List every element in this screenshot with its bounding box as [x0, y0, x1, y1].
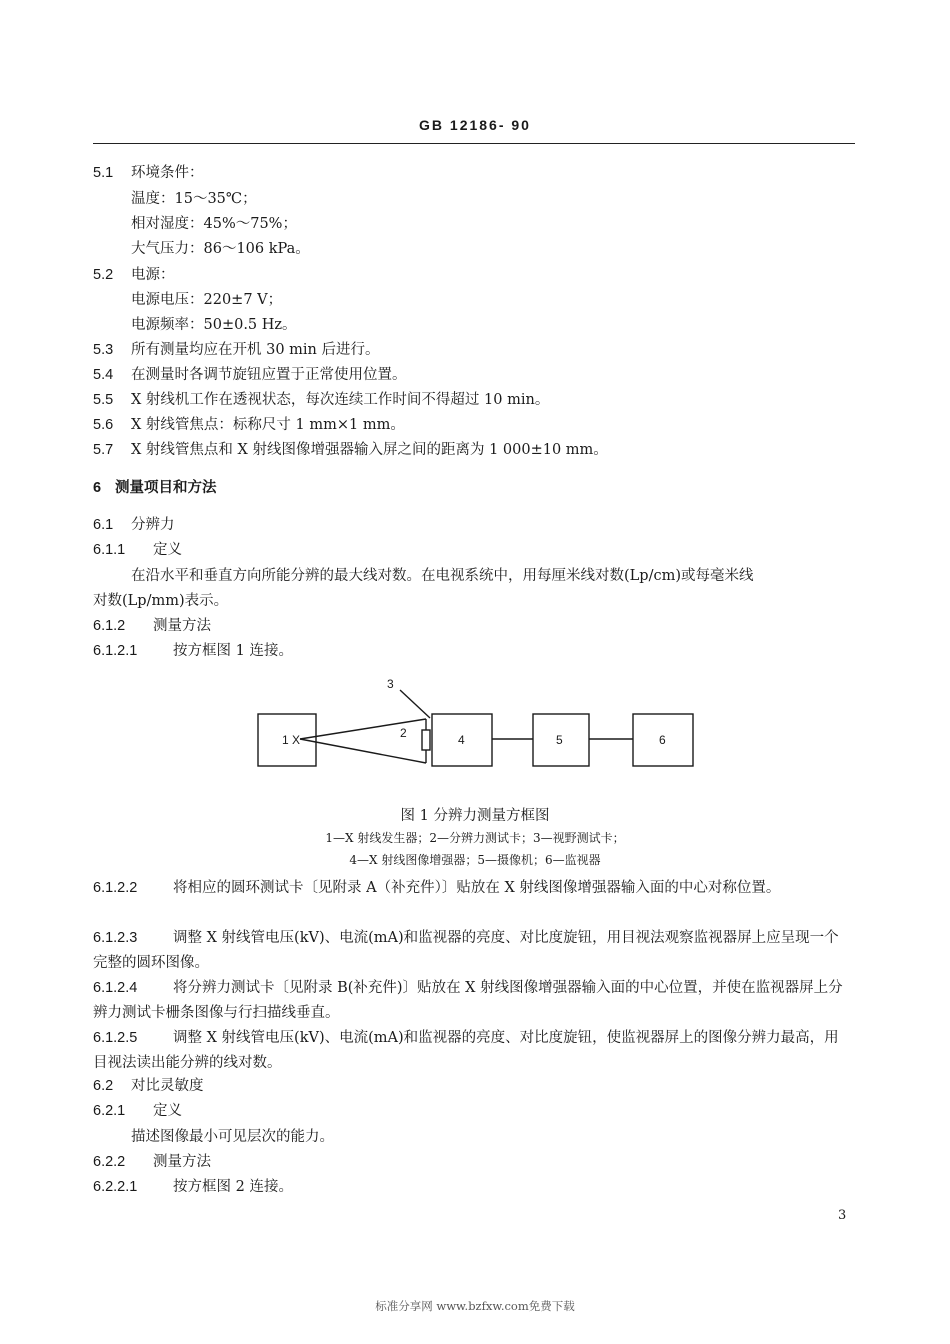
label-6: 6 [659, 733, 666, 747]
document-header: GB 12186- 90 [419, 117, 531, 133]
clause-number: 6.1.2.3 [93, 930, 138, 946]
clause-6-2 [93, 1076, 204, 1096]
figure-legend-line1: 1—X 射线发生器；2—分辨力测试卡；3—视野测试卡； [325, 831, 625, 845]
clause-number: 5.1 [93, 165, 114, 181]
clause-text: 定义 [153, 1103, 182, 1119]
clause-6-1-2-4 [93, 976, 851, 1026]
label-4: 4 [458, 733, 465, 747]
figure-1-block-diagram [240, 678, 720, 788]
clause-number: 6.1.2.5 [93, 1030, 138, 1046]
clause-6-1 [93, 515, 175, 535]
clause-text: 电源： [131, 267, 175, 283]
clause-number: 6.1.2 [93, 618, 126, 634]
clause-number: 6.2 [93, 1078, 114, 1094]
clause-text: 将相应的圆环测试卡〔见附录 A（补充件）〕贴放在 X 射线图像增强器输入面的中心对称位置。 [173, 880, 781, 896]
clause-6-2-1 [93, 1101, 182, 1121]
clause-5-2 [93, 265, 175, 285]
footer-watermark[interactable]: 标准分享网 www.bzfxw.com免费下载 [375, 1299, 575, 1313]
beam-upper-line [300, 719, 426, 739]
clause-number: 5.6 [93, 417, 114, 433]
clause-text: 定义 [153, 542, 182, 558]
clause-number: 5.2 [93, 267, 114, 283]
clause-text: 测量方法 [153, 618, 211, 634]
clause-number: 6.2.2 [93, 1154, 126, 1170]
clause-6-1-1-text-line1: 在沿水平和垂直方向所能分辨的最大线对数。在电视系统中，用每厘米线对数(Lp/cm)或每毫米线 [131, 568, 754, 584]
clause-number: 6.1.2.4 [93, 980, 138, 996]
clause-6-2-2-1 [93, 1177, 293, 1197]
section-title: 测量项目和方法 [115, 479, 217, 496]
clause-text: 分辨力 [131, 517, 175, 533]
clause-number: 6.1 [93, 517, 114, 533]
resolution-test-card [422, 730, 430, 750]
clause-6-1-1-text-line2: 对数(Lp/mm)表示。 [93, 593, 229, 609]
clause-text: 测量方法 [153, 1154, 211, 1170]
header-rule [93, 143, 855, 144]
clause-5-1-pressure: 大气压力：86～106 kPa。 [131, 241, 310, 257]
clause-text: 在测量时各调节旋钮应置于正常使用位置。 [131, 367, 407, 383]
clause-number: 6.1.1 [93, 542, 126, 558]
clause-5-6 [93, 415, 405, 435]
section-6-heading [93, 478, 217, 498]
clause-text: X 射线机工作在透视状态，每次连续工作时间不得超过 10 min。 [131, 392, 550, 408]
clause-5-1-temperature: 温度：15～35℃； [131, 191, 257, 207]
beam-lower-line [300, 739, 426, 763]
clause-text: 所有测量均应在开机 30 min 后进行。 [131, 342, 380, 358]
clause-5-1-humidity: 相对湿度：45%～75%； [131, 216, 297, 232]
clause-text: 将分辨力测试卡〔见附录 B(补充件)〕贴放在 X 射线图像增强器输入面的中心位置，并使在监视器屏上分辨力测试卡栅条图像与行扫描线垂直。 [93, 980, 843, 1021]
clause-text: 对比灵敏度 [131, 1078, 204, 1094]
clause-5-2-voltage: 电源电压：220±7 V； [131, 292, 283, 308]
clause-number: 6.1.2.2 [93, 880, 138, 896]
label-3: 3 [387, 678, 394, 691]
clause-number: 5.4 [93, 367, 114, 383]
clause-6-1-1 [93, 540, 182, 560]
label-5: 5 [556, 733, 563, 747]
clause-5-3 [93, 340, 380, 360]
clause-6-1-2-3 [93, 926, 851, 976]
clause-text: 按方框图 1 连接。 [173, 643, 293, 659]
clause-6-1-2 [93, 616, 211, 636]
clause-5-5 [93, 390, 549, 410]
clause-text: 调整 X 射线管电压(kV)、电流(mA)和监视器的亮度、对比度旋钮，用目视法观察监视器屏上应呈现一个完整的圆环图像。 [93, 930, 839, 971]
clause-6-2-1-text: 描述图像最小可见层次的能力。 [131, 1129, 334, 1145]
clause-text: X 射线管焦点和 X 射线图像增强器输入屏之间的距离为 1 000±10 mm。 [131, 442, 608, 458]
clause-text: X 射线管焦点：标称尺寸 1 mm×1 mm。 [131, 417, 405, 433]
clause-6-2-2 [93, 1152, 211, 1172]
clause-5-7 [93, 440, 608, 460]
label-2: 2 [400, 726, 407, 740]
clause-number: 5.5 [93, 392, 114, 408]
clause-5-4 [93, 365, 407, 385]
section-number: 6 [93, 480, 102, 496]
clause-text: 调整 X 射线管电压(kV)、电流(mA)和监视器的亮度、对比度旋钮，使监视器屏上的图像分辨力最高，用目视法读出能分辨的线对数。 [93, 1030, 839, 1071]
page-number: 3 [838, 1208, 847, 1223]
clause-6-1-2-5 [93, 1026, 851, 1076]
clause-number: 5.7 [93, 442, 114, 458]
clause-6-1-2-2 [93, 876, 851, 901]
clause-number: 6.2.2.1 [93, 1179, 138, 1195]
clause-number: 5.3 [93, 342, 114, 358]
label-1: 1 [282, 733, 289, 747]
clause-text: 环境条件： [131, 165, 204, 181]
leader-line-3 [400, 690, 430, 718]
clause-number: 6.2.1 [93, 1103, 126, 1119]
label-x: X [292, 733, 301, 747]
clause-text: 按方框图 2 连接。 [173, 1179, 293, 1195]
clause-6-1-2-1 [93, 641, 293, 661]
clause-number: 6.1.2.1 [93, 643, 138, 659]
clause-5-2-frequency: 电源频率：50±0.5 Hz。 [131, 317, 297, 333]
figure-legend-line2: 4—X 射线图像增强器；5—摄像机；6—监视器 [349, 853, 601, 867]
figure-caption: 图 1 分辨力测量方框图 [400, 808, 550, 824]
clause-5-1 [93, 163, 204, 183]
